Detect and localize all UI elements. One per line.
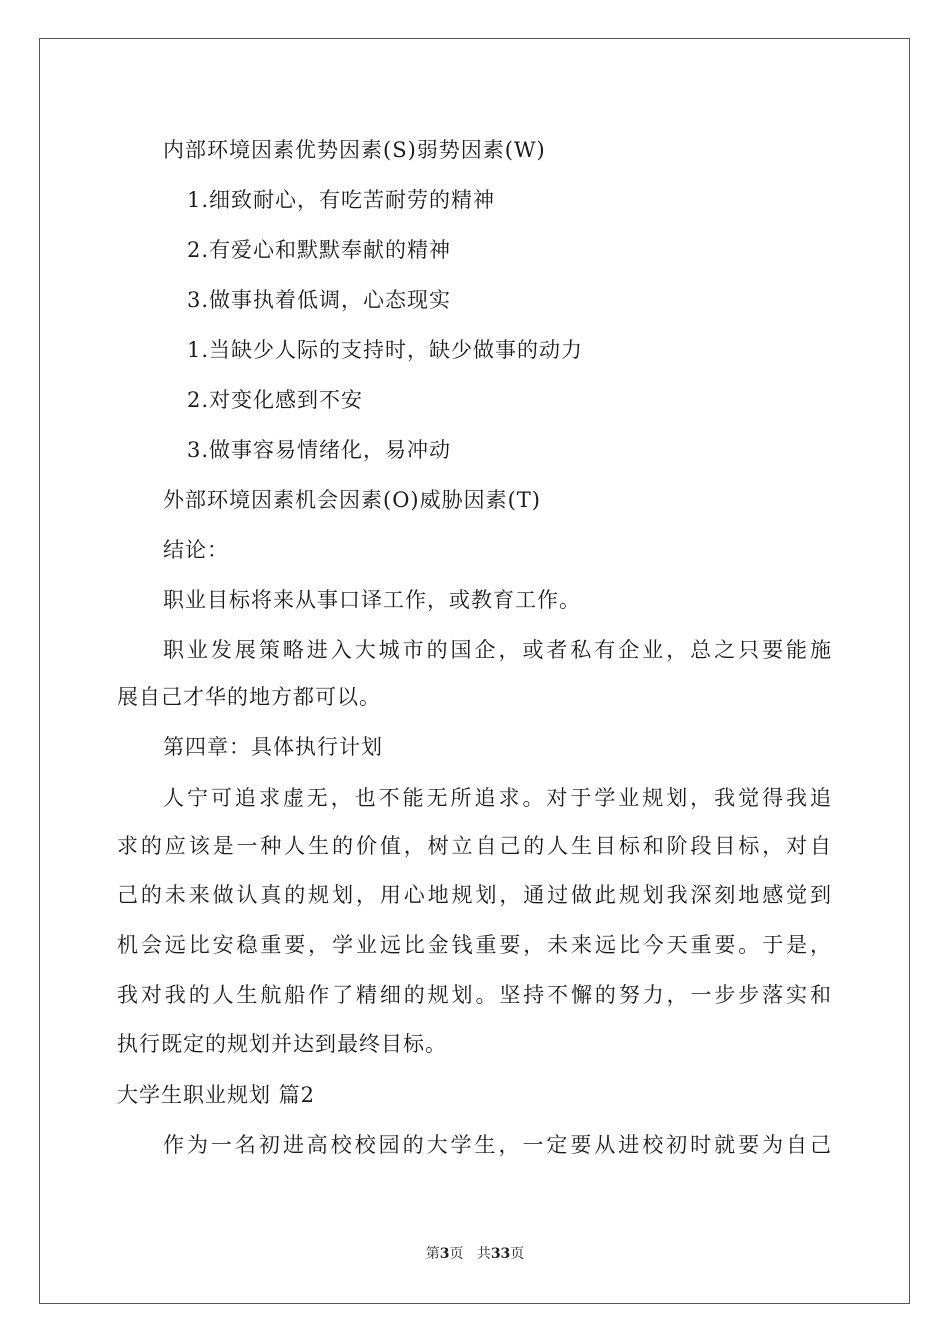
text-line: 2.有爱心和默默奉献的精神 <box>187 238 452 262</box>
text-line: 2.对变化感到不安 <box>187 388 364 412</box>
footer-middle: 页 共 <box>449 1246 491 1262</box>
text-line: 内部环境因素优势因素(S)弱势因素(W) <box>163 138 546 162</box>
section-heading: 第四章：具体执行计划 <box>163 735 383 759</box>
text-line: 机会远比安稳重要，学业远比金钱重要，未来远比今天重要。于是， <box>117 933 832 957</box>
text-line: 1.细致耐心，有吃苦耐劳的精神 <box>187 188 496 212</box>
text-line: 我对我的人生航船作了精细的规划。坚持不懈的努力，一步步落实和 <box>117 983 832 1007</box>
text-line: 作为一名初进高校校园的大学生，一定要从进校初时就要为自己 <box>163 1133 832 1157</box>
text-line: 求的应该是一种人生的价值，树立自己的人生目标和阶段目标，对自 <box>117 834 832 858</box>
footer-page-number: 3 <box>439 1246 450 1262</box>
text-line: 结论： <box>163 538 229 562</box>
page-border <box>39 38 910 1304</box>
text-line: 人宁可追求虚无，也不能无所追求。对于学业规划，我觉得我追 <box>163 786 832 810</box>
text-line: 3.做事容易情绪化，易冲动 <box>187 438 452 462</box>
footer-prefix: 第 <box>425 1246 440 1262</box>
text-line: 3.做事执着低调，心态现实 <box>187 288 452 312</box>
text-line: 外部环境因素机会因素(O)威胁因素(T) <box>163 488 541 512</box>
text-line: 职业发展策略进入大城市的国企，或者私有企业，总之只要能施 <box>163 638 832 662</box>
text-line: 1.当缺少人际的支持时，缺少做事的动力 <box>187 338 584 362</box>
page-footer <box>0 1244 950 1264</box>
footer-suffix: 页 <box>510 1246 525 1262</box>
footer-total-pages: 33 <box>490 1246 511 1262</box>
text-line: 执行既定的规划并达到最终目标。 <box>117 1032 447 1056</box>
article-heading: 大学生职业规划 篇2 <box>117 1083 316 1107</box>
text-line: 己的未来做认真的规划，用心地规划，通过做此规划我深刻地感觉到 <box>117 883 832 907</box>
text-line: 职业目标将来从事口译工作，或教育工作。 <box>163 588 581 612</box>
text-line: 展自己才华的地方都可以。 <box>117 685 381 709</box>
